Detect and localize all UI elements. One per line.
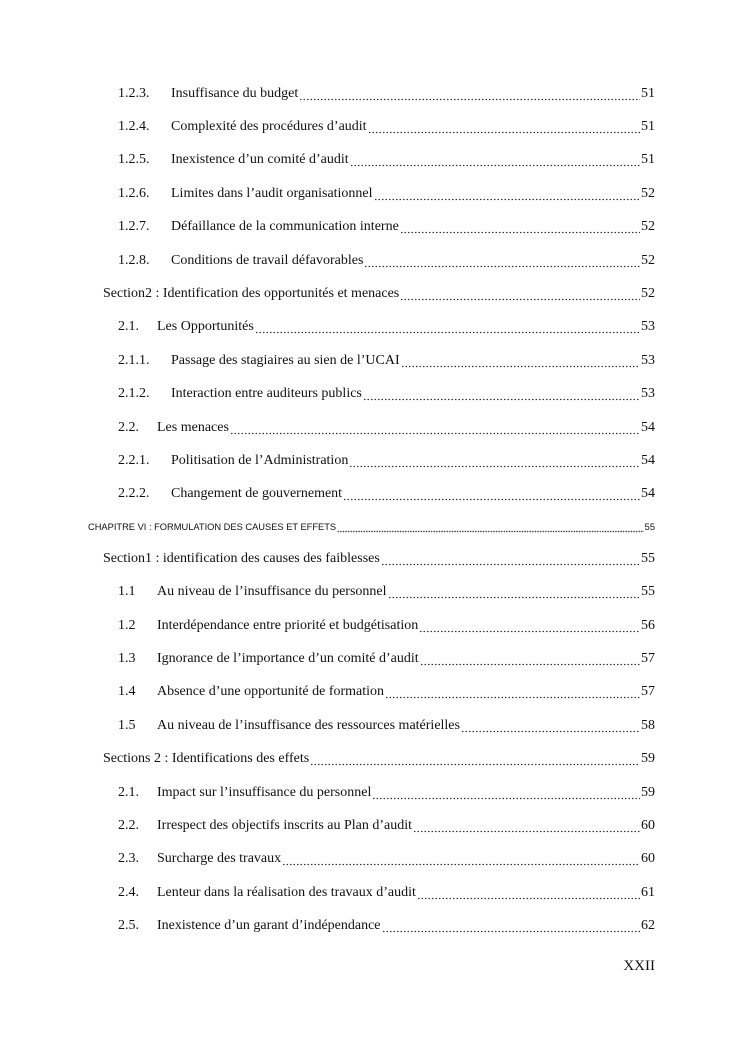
toc-entry[interactable] <box>0 575 655 608</box>
toc-entry-page: 53 <box>641 386 655 402</box>
toc-entry-page: 58 <box>641 717 655 733</box>
dot-leader <box>372 786 640 800</box>
toc-entry[interactable] <box>0 211 655 244</box>
dot-leader <box>349 454 640 468</box>
dot-leader <box>400 287 640 301</box>
toc-entry-page: 52 <box>641 219 655 235</box>
toc-entry-page: 54 <box>641 419 655 435</box>
toc-entry[interactable] <box>0 609 655 642</box>
toc-entry-title: Interaction entre auditeurs publics <box>171 386 362 402</box>
toc-entry-title: Les menaces <box>157 419 229 435</box>
toc-entry-page: 52 <box>641 185 655 201</box>
toc-entry-number: 1.5 <box>118 717 136 733</box>
toc-entry-title: Section2 : Identification des opportunités et menaces <box>103 286 400 302</box>
toc-entry-page: 59 <box>641 784 655 800</box>
toc-entry-number: 2.3. <box>118 851 139 867</box>
toc-entry-number: 1.2.6. <box>118 185 150 201</box>
dot-leader <box>417 886 640 900</box>
toc-entry[interactable] <box>0 344 655 377</box>
dot-leader <box>350 153 640 167</box>
toc-entry[interactable] <box>0 876 655 909</box>
toc-entry[interactable] <box>0 676 655 709</box>
toc-entry-page: 60 <box>641 851 655 867</box>
toc-entry-title: Ignorance de l’importance d’un comité d’audit <box>157 650 419 666</box>
toc-entry-number: 1.2.4. <box>118 119 150 135</box>
dot-leader <box>419 619 640 633</box>
toc-entry-number: 2.2. <box>118 817 139 833</box>
toc-entry-number: 1.1 <box>118 584 136 600</box>
toc-entry-page: 61 <box>641 884 655 900</box>
toc-entry-number: 1.4 <box>118 684 136 700</box>
dot-leader <box>363 387 640 401</box>
dot-leader <box>282 852 640 866</box>
toc-entry-title: Surcharge des travaux <box>157 851 282 867</box>
toc-entry-title: Section1 : identification des causes des faiblesses <box>103 550 380 566</box>
toc-entry-number: 2.1.2. <box>118 386 150 402</box>
toc-entry-page: 52 <box>641 252 655 268</box>
toc-entry[interactable] <box>0 809 655 842</box>
toc-entry[interactable] <box>0 244 655 277</box>
toc-entry-page: 56 <box>641 617 655 633</box>
toc-entry-number: 2.2.1. <box>118 452 150 468</box>
toc-entry-number: 2.1. <box>118 319 139 335</box>
toc-entry-number: 1.2.3. <box>118 85 150 101</box>
toc-entry-title: Les Opportunités <box>157 319 254 335</box>
toc-entry-page: 53 <box>641 352 655 368</box>
toc-entry[interactable] <box>0 177 655 210</box>
toc-entry-title: Au niveau de l’insuffisance du personnel <box>157 584 387 600</box>
dot-leader <box>388 585 640 599</box>
toc-entry-page: 59 <box>641 751 655 767</box>
toc-entry-title: Complexité des procédures d’audit <box>171 119 367 135</box>
toc-entry-page: 54 <box>641 452 655 468</box>
toc-entry-page: 53 <box>641 319 655 335</box>
dot-leader <box>310 752 640 766</box>
toc-entry[interactable] <box>0 444 655 477</box>
toc-entry-page: 57 <box>641 684 655 700</box>
toc-entry-title: Inexistence d’un comité d’audit <box>171 152 349 168</box>
toc-entry-title: Sections 2 : Identifications des effets <box>103 751 310 767</box>
toc-entry-page: 62 <box>641 918 655 934</box>
toc-entry[interactable] <box>0 709 655 742</box>
toc-entry-page: 55 <box>644 521 655 532</box>
toc-entry-number: 2.4. <box>118 884 139 900</box>
toc-entry-page: 51 <box>641 152 655 168</box>
dot-leader <box>343 487 640 501</box>
toc-entry-title: Impact sur l’insuffisance du personnel <box>157 784 372 800</box>
toc-entry-number: 1.2.5. <box>118 152 150 168</box>
dot-leader <box>368 120 640 134</box>
toc-entry-title: Au niveau de l’insuffisance des ressources matérielles <box>157 717 460 733</box>
toc-entry-title: CHAPITRE VI : FORMULATION DES CAUSES ET EFFETS <box>88 521 337 532</box>
toc-entry-title: Interdépendance entre priorité et budgétisation <box>157 617 419 633</box>
dot-leader <box>374 187 640 201</box>
toc-entry[interactable] <box>0 277 655 310</box>
toc-entry-number: 2.1. <box>118 784 139 800</box>
dot-leader <box>381 552 640 566</box>
page-number: XXII <box>623 958 655 974</box>
toc-entry[interactable] <box>0 742 655 775</box>
toc-entry[interactable] <box>0 909 655 942</box>
dot-leader <box>413 819 640 833</box>
dot-leader <box>401 354 640 368</box>
dot-leader <box>337 520 644 534</box>
dot-leader <box>400 220 640 234</box>
toc-entry[interactable] <box>0 776 655 809</box>
toc-entry[interactable] <box>0 311 655 344</box>
toc-entry-title: Inexistence d’un garant d’indépendance <box>157 918 381 934</box>
toc-entry-page: 60 <box>641 817 655 833</box>
toc-entry-page: 52 <box>641 286 655 302</box>
dot-leader <box>382 919 640 933</box>
toc-entry[interactable] <box>0 511 655 542</box>
toc-entry-number: 2.1.1. <box>118 352 150 368</box>
toc-entry-number: 1.2.8. <box>118 252 150 268</box>
dot-leader <box>299 87 640 101</box>
toc-entry-page: 57 <box>641 650 655 666</box>
toc-entry[interactable] <box>0 110 655 143</box>
toc-entry-title: Conditions de travail défavorables <box>171 252 364 268</box>
dot-leader <box>364 254 640 268</box>
toc-entry-number: 1.3 <box>118 650 136 666</box>
toc-entry-number: 2.5. <box>118 918 139 934</box>
toc-entry[interactable] <box>0 843 655 876</box>
toc-entry-number: 2.2. <box>118 419 139 435</box>
toc-entry-page: 55 <box>641 550 655 566</box>
toc-entry-title: Limites dans l’audit organisationnel <box>171 185 373 201</box>
toc-entry-page: 54 <box>641 486 655 502</box>
toc-entry-title: Politisation de l’Administration <box>171 452 349 468</box>
toc-entry-title: Absence d’une opportunité de formation <box>157 684 385 700</box>
toc-entry-title: Irrespect des objectifs inscrits au Plan d’audit <box>157 817 413 833</box>
toc-entry-page: 51 <box>641 85 655 101</box>
toc-entry-title: Défaillance de la communication interne <box>171 219 399 235</box>
toc-entry-page: 55 <box>641 584 655 600</box>
dot-leader <box>420 652 640 666</box>
toc-entry[interactable] <box>0 378 655 411</box>
dot-leader <box>461 719 640 733</box>
toc-entry[interactable] <box>0 411 655 444</box>
dot-leader <box>230 421 640 435</box>
toc-entry[interactable] <box>0 542 655 575</box>
toc-entry-number: 2.2.2. <box>118 486 150 502</box>
toc-entry-title: Changement de gouvernement <box>171 486 343 502</box>
toc-entry[interactable] <box>0 478 655 511</box>
toc-entry-number: 1.2 <box>118 617 136 633</box>
dot-leader <box>385 685 640 699</box>
toc-entry-title: Insuffisance du budget <box>171 85 299 101</box>
toc-entry-title: Lenteur dans la réalisation des travaux d’audit <box>157 884 416 900</box>
toc-entry[interactable] <box>0 642 655 675</box>
toc-entry-title: Passage des stagiaires au sien de l’UCAI <box>171 352 400 368</box>
toc-entry[interactable] <box>0 77 655 110</box>
table-of-contents <box>0 77 745 943</box>
toc-entry-number: 1.2.7. <box>118 219 150 235</box>
toc-entry-page: 51 <box>641 119 655 135</box>
toc-entry[interactable] <box>0 144 655 177</box>
dot-leader <box>255 320 640 334</box>
